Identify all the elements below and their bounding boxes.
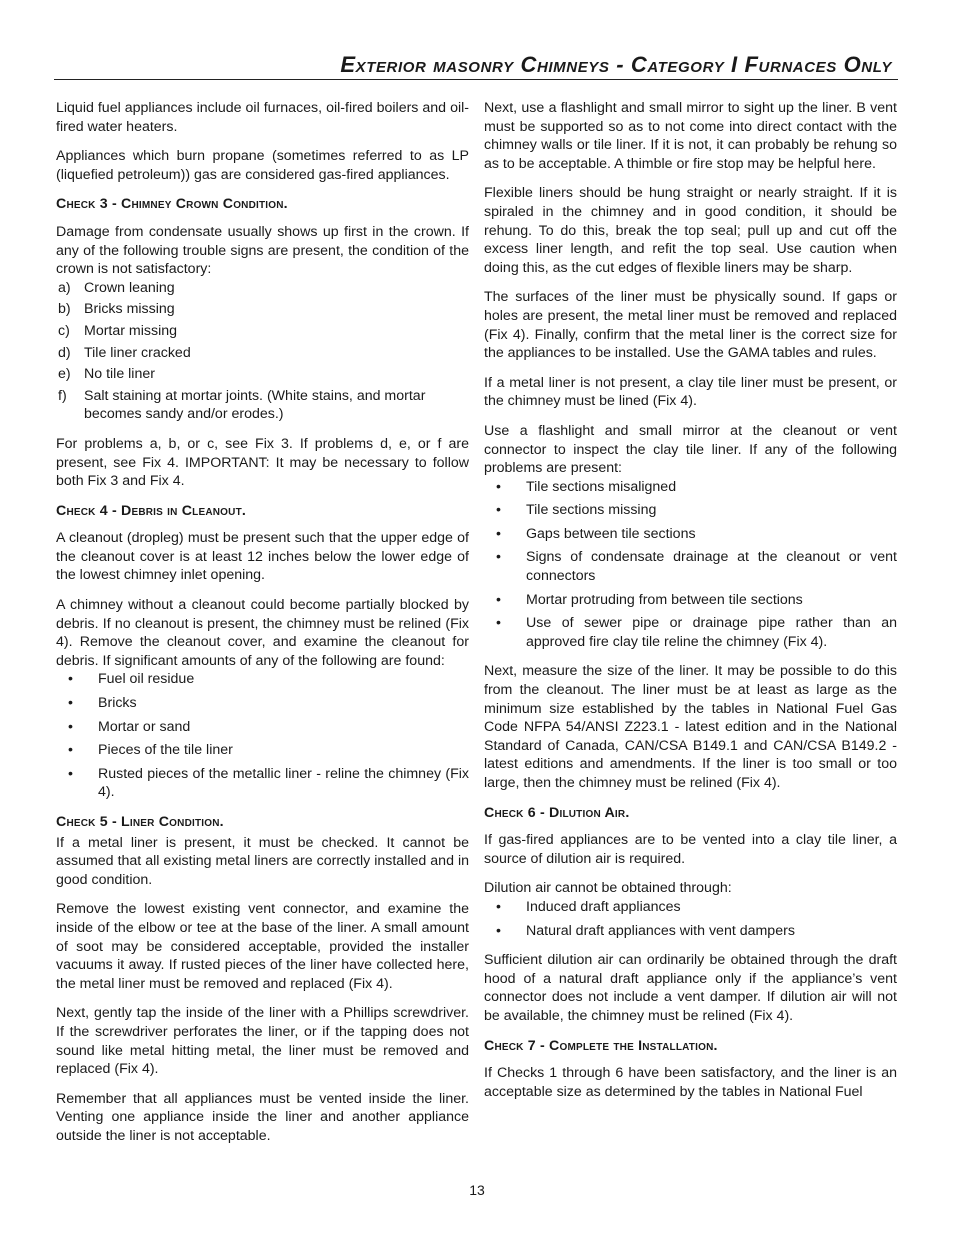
paragraph: Appliances which burn propane (sometimes referred to as LP (liquefied petroleum)) gas are considered gas-fired appliances. bbox=[56, 148, 469, 183]
list-item: • Rusted pieces of the metallic liner - reline the chimney (Fix 4). bbox=[68, 765, 469, 801]
list-item: e) No tile liner bbox=[58, 366, 155, 383]
list-item: c) Mortar missing bbox=[58, 322, 178, 339]
list-item: • Natural draft appliances with vent dampers bbox=[496, 922, 795, 939]
list-item: a) Crown leaning bbox=[58, 279, 175, 296]
paragraph: If a metal liner is present, it must be checked. It cannot be assumed that all existing metal liners are correctly installed and in good condition. bbox=[56, 834, 469, 888]
paragraph: Sufficient dilution air can ordinarily be obtained through the draft hood of a natural draft appliance only if the appliance’s vent connector does not include a vent damper. If dilution air will not be available, the chimney must be relined (Fix 4). bbox=[484, 952, 897, 1024]
list-item: • Induced draft appliances bbox=[496, 898, 681, 915]
paragraph: A cleanout (dropleg) must be present such that the upper edge of the cleanout cover is at least 12 inches below the lower edge of the lowest chimney inlet opening. bbox=[56, 530, 469, 584]
paragraph: If Checks 1 through 6 have been satisfactory, and the liner is an acceptable size as determined by the tables in National Fuel bbox=[484, 1065, 897, 1100]
paragraph: For problems a, b, or c, see Fix 3. If problems d, e, or f are present, see Fix 4. IMPORTANT: It may be necessary to follow both Fix 3 and Fix 4. bbox=[56, 435, 469, 490]
list-item: • Gaps between tile sections bbox=[496, 525, 696, 542]
list-item: b) Bricks missing bbox=[58, 301, 175, 318]
list-item: • Bricks bbox=[68, 695, 137, 712]
paragraph: Flexible liners should be hung straight or nearly straight. If it is spiraled in the chimney and in good condition, it should be rehung. To do this, break the top seal; pull up and cut off the excess liner length, and refit the top seal. Use caution when doing this, as the cut edges of flexible liners may be sharp. bbox=[484, 185, 897, 276]
page-number: 13 bbox=[469, 1182, 485, 1198]
tile-problem-list bbox=[484, 478, 897, 652]
left-column bbox=[56, 99, 469, 1157]
paragraph: If gas-fired appliances are to be vented into a clay tile liner, a source of dilution air is required. bbox=[484, 832, 897, 867]
paragraph: Damage from condensate usually shows up first in the crown. If any of the following trouble signs are present, the condition of the crown is not satisfactory: bbox=[56, 223, 469, 278]
check-3-heading: Check 3 - Chimney Crown Condition. bbox=[56, 196, 288, 213]
list-item: • Fuel oil residue bbox=[68, 671, 195, 688]
list-item: d) Tile liner cracked bbox=[58, 344, 191, 361]
paragraph: Dilution air cannot be obtained through: bbox=[484, 880, 732, 897]
paragraph: Next, use a flashlight and small mirror to sight up the liner. B vent must be supported so as to not come into direct contact with the chimney walls or tile liner. If it is not, it can probably be rehung so as to be acceptable. A thimble or fire stop may be helpful here. bbox=[484, 100, 897, 172]
dilution-air-list bbox=[484, 898, 897, 940]
check-7-heading: Check 7 - Complete the Installation. bbox=[484, 1037, 718, 1054]
list-item: f) Salt staining at mortar joints. (White stains, and mortar becomes sandy and/or erodes.) bbox=[58, 387, 426, 423]
check-4-heading: Check 4 - Debris in Cleanout. bbox=[56, 502, 247, 519]
debris-list bbox=[56, 670, 469, 802]
crown-trouble-list bbox=[56, 279, 469, 424]
list-item: • Mortar protruding from between tile sections bbox=[496, 591, 803, 608]
page-title: Exterior masonry Chimneys - Category I Furnaces Only bbox=[340, 52, 892, 77]
right-column bbox=[484, 99, 897, 1112]
list-item: • Signs of condensate drainage at the cleanout or vent connectors bbox=[496, 549, 897, 585]
paragraph: The surfaces of the liner must be physically sound. If gaps or holes are present, the metal liner must be removed and replaced (Fix 4). Finally, confirm that the metal liner is the correct size for the appliances to be installed. Use the GAMA tables and rules. bbox=[484, 289, 897, 362]
paragraph: Next, measure the size of the liner. It may be possible to do this from the cleanout. The liner must be at least as large as the minimum size established by the tables in National Fuel Gas Code NFPA 54/ANSI Z223.1 - latest edition and in the National Standard of Canada, CAN/CSA B149.1 and CAN/CSA B149.2 - latest editions and amendments. If the liner is too small or too large, then the chimney must be relined (Fix 4). bbox=[484, 663, 897, 791]
paragraph: Next, gently tap the inside of the liner with a Phillips screwdriver. If the screwdriver perforates the liner, or if the tapping does not sound like metal hitting metal, the liner must be removed and replaced (Fix 4). bbox=[56, 1005, 469, 1078]
list-item: • Pieces of the tile liner bbox=[68, 742, 233, 759]
paragraph: A chimney without a cleanout could become partially blocked by debris. If no cleanout is present, the chimney must be relined (Fix 4). Remove the cleanout cover, and examine the cleanout for debris. If significant amounts of any of the following are found: bbox=[56, 597, 469, 669]
check-6-heading: Check 6 - Dilution Air. bbox=[484, 804, 630, 821]
paragraph: Liquid fuel appliances include oil furnaces, oil-fired boilers and oil-fired water heaters. bbox=[56, 100, 469, 135]
paragraph: Use a flashlight and small mirror at the cleanout or vent connector to inspect the clay tile liner. If any of the following problems are present: bbox=[484, 422, 897, 477]
paragraph: Remove the lowest existing vent connector, and examine the inside of the elbow or tee at the base of the liner. A small amount of soot may be considered acceptable, provided the installer vacuums it away. If rusted pieces of the liner have collected here, the metal liner must be removed and replaced (Fix 4). bbox=[56, 901, 469, 992]
list-item: • Mortar or sand bbox=[68, 718, 191, 735]
list-item: • Tile sections missing bbox=[496, 502, 657, 519]
paragraph: Remember that all appliances must be vented inside the liner. Venting one appliance inside the liner and another appliance outside the liner is not acceptable. bbox=[56, 1090, 469, 1144]
paragraph: If a metal liner is not present, a clay tile liner must be present, or the chimney must be lined (Fix 4). bbox=[484, 374, 897, 410]
header-rule bbox=[54, 79, 898, 80]
list-item: • Use of sewer pipe or drainage pipe rather than an approved fire clay tile reline the chimney (Fix 4). bbox=[496, 615, 897, 650]
list-item: • Tile sections misaligned bbox=[496, 478, 677, 495]
check-5-heading: Check 5 - Liner Condition. bbox=[56, 814, 224, 830]
